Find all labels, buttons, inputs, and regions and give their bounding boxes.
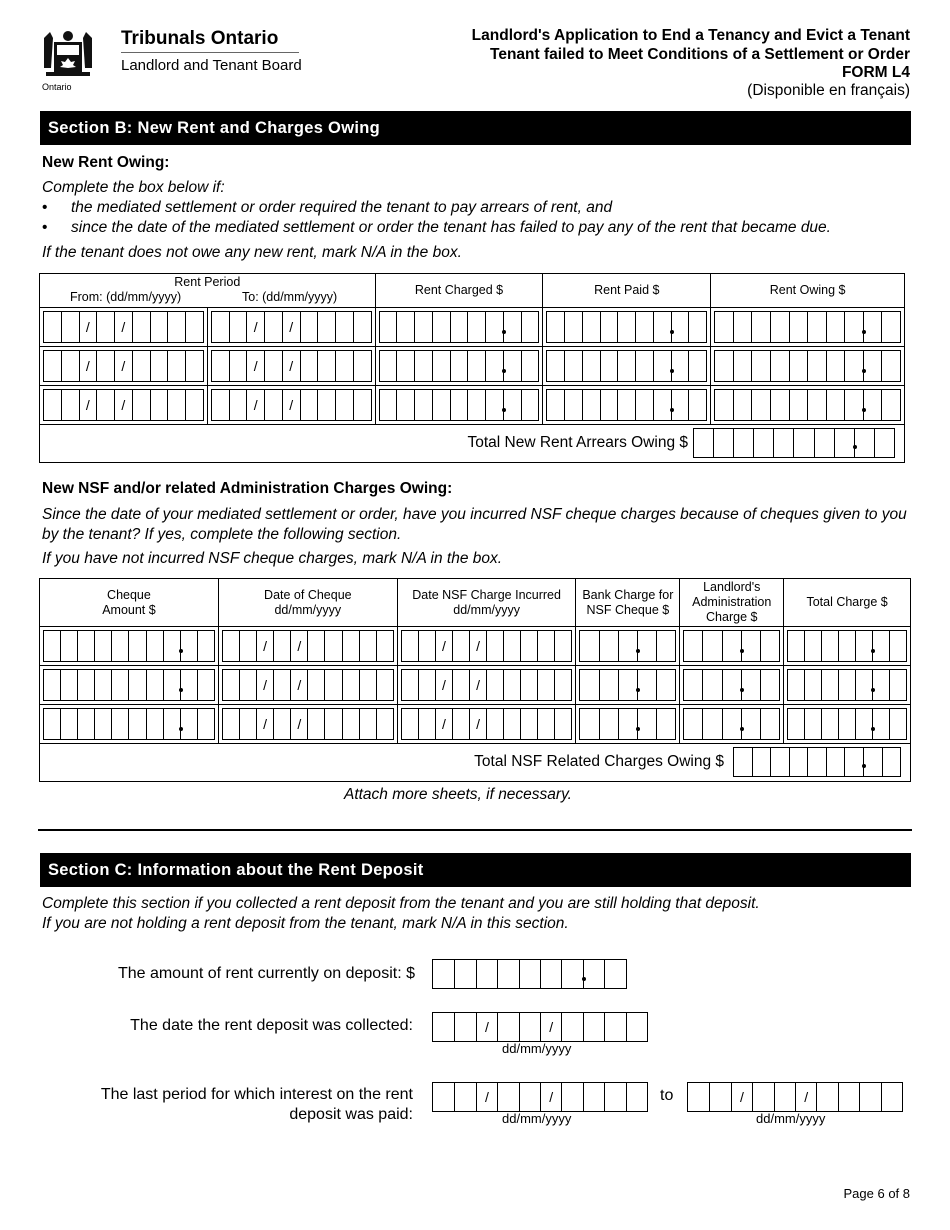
- from-label: From: (dd/mm/yyyy): [70, 290, 182, 304]
- french-availability: (Disponible en français): [747, 82, 910, 99]
- rent-paid-field[interactable]: [546, 389, 707, 421]
- section-divider: [38, 829, 912, 831]
- bank-charge-field[interactable]: [579, 630, 676, 662]
- rent-paid-field[interactable]: [546, 350, 707, 382]
- nsf-na-note: If you have not incurred NSF cheque charges, mark N/A in the box.: [42, 550, 503, 567]
- rent-paid-header: Rent Paid $: [543, 274, 711, 308]
- total-charge-field[interactable]: [787, 708, 907, 740]
- deposit-date-field[interactable]: / /: [432, 1012, 648, 1042]
- form-title-line2: Tenant failed to Meet Conditions of a Settlement or Order: [490, 46, 910, 63]
- table-row: [40, 347, 905, 386]
- cheque-date-field[interactable]: / /: [222, 630, 394, 662]
- total-charge-field[interactable]: [787, 630, 907, 662]
- table-row: [40, 705, 911, 744]
- rent-charged-field[interactable]: [379, 389, 540, 421]
- rent-to-date-field[interactable]: / /: [211, 350, 372, 382]
- rent-period-label: Rent Period: [174, 275, 241, 289]
- nsf-total-field[interactable]: [733, 747, 901, 777]
- nsf-total-row: [40, 744, 911, 782]
- rent-charged-header: Rent Charged $: [375, 274, 543, 308]
- section-c-title: Section C: Information about the Rent Deposit: [40, 853, 911, 887]
- cheque-amount-field[interactable]: [43, 669, 215, 701]
- rent-intro: Complete the box below if:: [42, 179, 225, 196]
- cheque-amount-field[interactable]: [43, 708, 215, 740]
- logo-caption: Ontario: [42, 82, 72, 92]
- rent-from-date-field[interactable]: / /: [43, 389, 204, 421]
- section-b-title: Section B: New Rent and Charges Owing: [40, 111, 911, 145]
- admin-charge-field[interactable]: [683, 708, 780, 740]
- attach-note: Attach more sheets, if necessary.: [343, 786, 572, 803]
- nsf-heading: New NSF and/or related Administration Charges Owing:: [42, 480, 453, 497]
- org-name: Tribunals Ontario: [121, 28, 279, 49]
- interest-period-label-line1: The last period for which interest on the rent: [100, 1086, 413, 1103]
- bank-charge-field[interactable]: [579, 708, 676, 740]
- bank-charge-header: Bank Charge for NSF Cheque $: [576, 579, 680, 627]
- deposit-intro-line2: If you are not holding a rent deposit from the tenant, mark N/A in this section.: [42, 915, 569, 932]
- cheque-amount-field[interactable]: [43, 630, 215, 662]
- interest-to-date-format: dd/mm/yyyy: [756, 1111, 826, 1126]
- rent-charged-field[interactable]: [379, 311, 540, 343]
- deposit-date-format: dd/mm/yyyy: [502, 1041, 572, 1056]
- page-number: Page 6 of 8: [843, 1186, 910, 1201]
- rent-total-label: Total New Rent Arrears Owing $: [467, 434, 688, 451]
- nsf-incurred-date-field[interactable]: / /: [401, 708, 573, 740]
- table-row: [40, 627, 911, 666]
- rent-heading: New Rent Owing:: [42, 154, 170, 171]
- total-charge-header: Total Charge $: [784, 579, 911, 627]
- rent-owing-field[interactable]: [714, 389, 901, 421]
- admin-charge-header: Landlord's Administration Charge $: [680, 579, 784, 627]
- form-title-line1: Landlord's Application to End a Tenancy and Evict a Tenant: [471, 27, 910, 44]
- deposit-amount-label: The amount of rent currently on deposit: $: [117, 965, 415, 982]
- interest-from-date-field[interactable]: / /: [432, 1082, 648, 1112]
- rent-from-date-field[interactable]: / /: [43, 311, 204, 343]
- cheque-amount-header: Cheque Amount $: [40, 579, 219, 627]
- bullet-text: the mediated settlement or order required the tenant to pay arrears of rent, and: [71, 199, 613, 216]
- to-label: to: [660, 1087, 674, 1104]
- table-row: [40, 308, 905, 347]
- rent-owing-field[interactable]: [714, 311, 901, 343]
- nsf-intro: Since the date of your mediated settlement or order, have you incurred NSF cheque charges because of cheques given to you by the tenant? If yes, complete the following section.: [42, 506, 907, 543]
- cheque-date-field[interactable]: / /: [222, 708, 394, 740]
- rent-owing-field[interactable]: [714, 350, 901, 382]
- org-subtitle: Landlord and Tenant Board: [121, 57, 302, 74]
- org-divider: [121, 52, 299, 53]
- nsf-total-label: Total NSF Related Charges Owing $: [474, 753, 724, 770]
- table-row: [40, 666, 911, 705]
- rent-to-date-field[interactable]: / /: [211, 311, 372, 343]
- nsf-charges-table: [39, 578, 911, 782]
- deposit-date-label: The date the rent deposit was collected:: [130, 1017, 413, 1034]
- admin-charge-field[interactable]: [683, 630, 780, 662]
- deposit-intro-line1: Complete this section if you collected a rent deposit from the tenant and you are still holding that deposit.: [42, 895, 760, 912]
- rent-period-header: [40, 274, 376, 308]
- bullet-text: since the date of the mediated settlement or order the tenant has failed to pay any of the rent that became due.: [71, 219, 831, 236]
- interest-from-date-format: dd/mm/yyyy: [502, 1111, 572, 1126]
- bullet-item: [42, 219, 912, 239]
- interest-to-date-field[interactable]: / /: [687, 1082, 903, 1112]
- deposit-amount-field[interactable]: [432, 959, 627, 989]
- rent-to-date-field[interactable]: / /: [211, 389, 372, 421]
- bullet-item: [42, 199, 912, 219]
- total-charge-field[interactable]: [787, 669, 907, 701]
- rent-charged-field[interactable]: [379, 350, 540, 382]
- nsf-incurred-date-field[interactable]: / /: [401, 669, 573, 701]
- rent-paid-field[interactable]: [546, 311, 707, 343]
- admin-charge-field[interactable]: [683, 669, 780, 701]
- form-id: FORM L4: [841, 64, 910, 81]
- to-label: To: (dd/mm/yyyy): [242, 290, 338, 304]
- bullet-marker: •: [42, 219, 48, 236]
- interest-period-label-line2: deposit was paid:: [289, 1106, 413, 1123]
- cheque-date-header: Date of Cheque dd/mm/yyyy: [218, 579, 397, 627]
- rent-from-date-field[interactable]: / /: [43, 350, 204, 382]
- rent-total-field[interactable]: [693, 428, 895, 458]
- bank-charge-field[interactable]: [579, 669, 676, 701]
- nsf-incurred-date-field[interactable]: / /: [401, 630, 573, 662]
- cheque-date-field[interactable]: / /: [222, 669, 394, 701]
- rent-total-row: [40, 425, 905, 463]
- bullet-marker: •: [42, 199, 48, 216]
- rent-owing-header: Rent Owing $: [711, 274, 905, 308]
- nsf-incurred-header: Date NSF Charge Incurred dd/mm/yyyy: [397, 579, 576, 627]
- rent-na-note: If the tenant does not owe any new rent, mark N/A in the box.: [42, 244, 462, 261]
- table-row: [40, 386, 905, 425]
- rent-owing-table: [39, 273, 905, 463]
